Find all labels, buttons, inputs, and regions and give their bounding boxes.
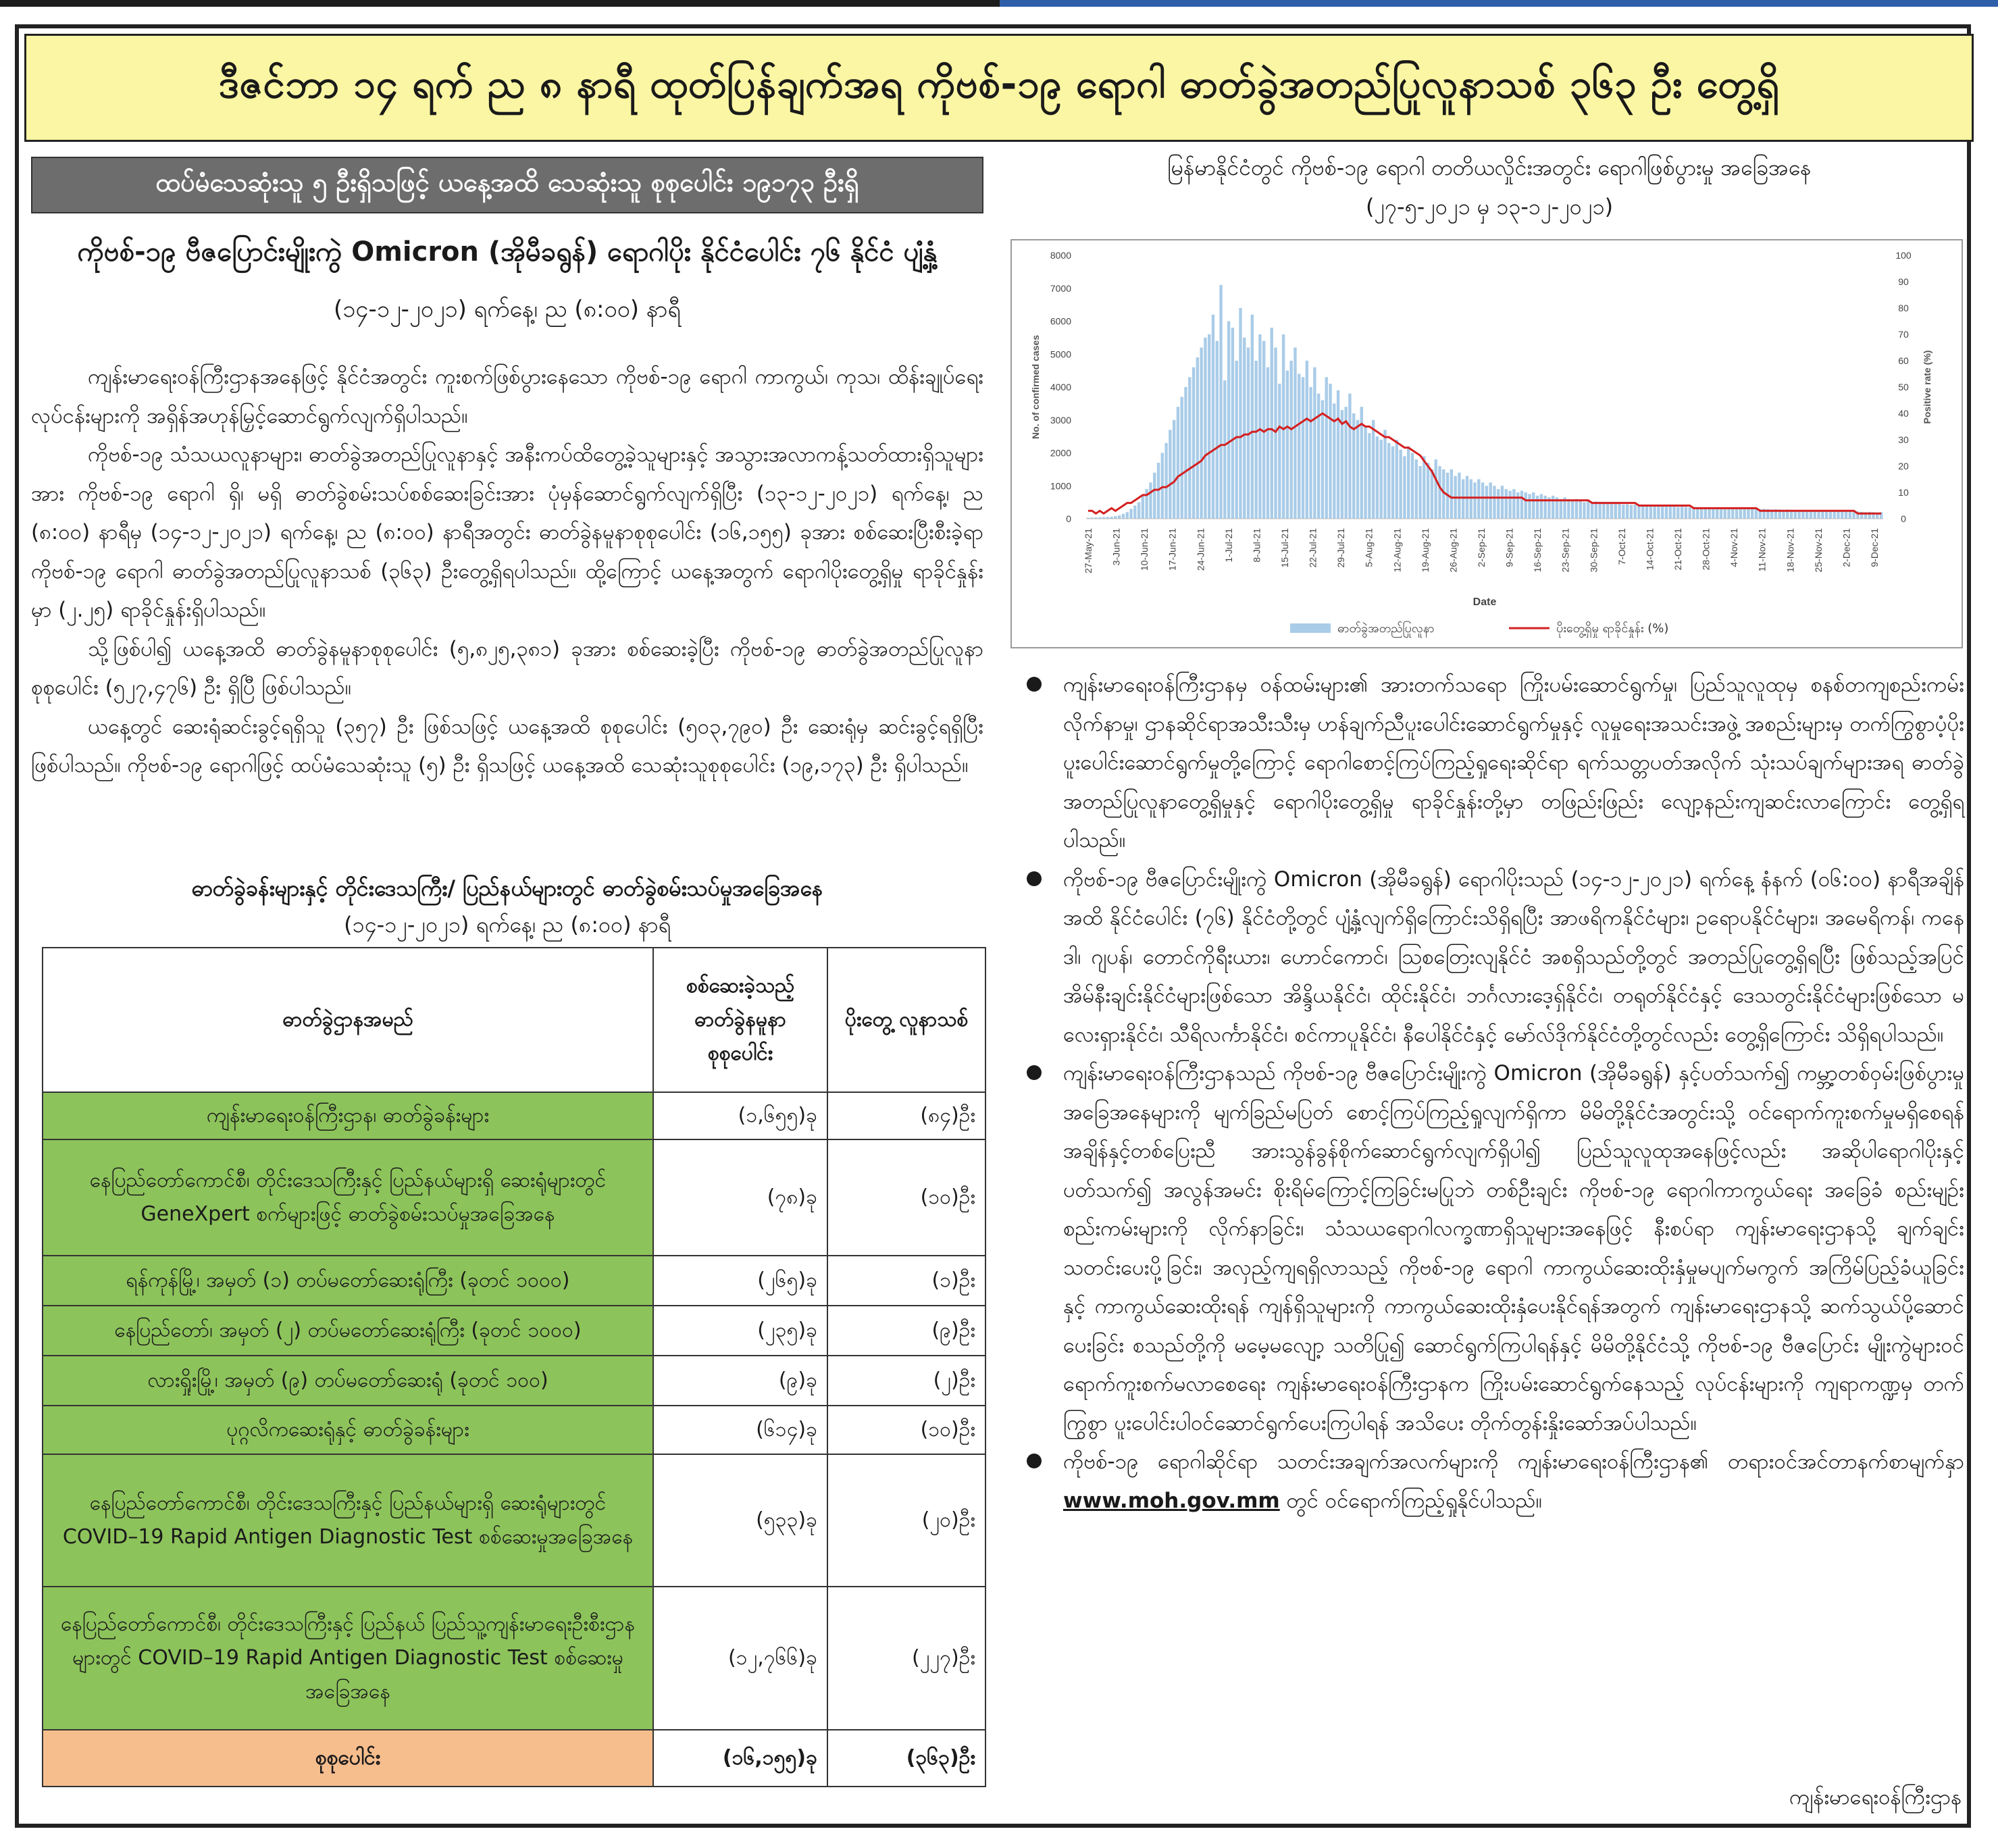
table-row [43, 1256, 985, 1306]
chart-bar [1739, 508, 1742, 519]
chart-bar [1637, 505, 1640, 519]
bullet-item [1038, 1054, 1964, 1443]
table-row [43, 1406, 985, 1454]
row-samples: (၂၃၅)ခု [653, 1306, 827, 1356]
bullet-text: ကျန်းမာရေးဝန်ကြီးဌာနသည် ကိုဗစ်-၁၉ ဗီဇပြောင်းမျိုးကွဲ Omicron (အိုမီခရွန်) နှင့်ပတ်သက်၍ ကမ္ဘာ့တစ်ဝှမ်းဖြစ်ပွားမှု အခြေအနေများကို မျက်ခြည်မပြတ် စောင့်ကြပ်ကြည့်ရှုလျက်ရှိကာ မိမိတို့နိုင်ငံအတွင်းသို့ ဝင်ရောက်ကူးစက်မှုမရှိစေရန် အချိန်နှင့်တစ်ပြေးညီ အားသွန်ခွန်စိုက်ဆောင်ရွက်လျက်ရှိပါ၍ ပြည်သူလူထုအနေဖြင့်လည်း အဆိုပါရောဂါပိုးနှင့်ပတ်သက်၍ အလွန်အမင်း စိုးရိမ်ကြောင့်ကြခြင်းမပြုဘဲ တစ်ဦးချင်း ကိုဗစ်-၁၉ ရောဂါကာကွယ်ရေး အခြေခံ စည်းမျဉ်းစည်းကမ်းများကို လိုက်နာခြင်း၊ သံသယရောဂါလက္ခဏာရှိသူများအနေဖြင့် နီးစပ်ရာ ကျန်းမာရေးဌာနသို့ ချက်ချင်းသတင်းပေးပို့ခြင်း၊ အလှည့်ကျရရှိလာသည့် ကိုဗစ်-၁၉ ရောဂါ ကာကွယ်ဆေးထိုးနှံမှုမပျက်မကွက် အကြိမ်ပြည့်ခံယူခြင်းနှင့် ကာကွယ်ဆေးထိုးရန် ကျန်ရှိသူများကို ကာကွယ်ဆေးထိုးနှံပေးနိုင်ရန်အတွက် ကျန်းမာရေးဌာနသို့ ဆက်သွယ်ပို့ဆောင်ပေးခြင်း စသည်တို့ကို မမေ့မလျော့ သတိပြု၍ ဆောင်ရွက်ကြပါရန်နှင့် မိမိတို့နိုင်ငံသို့ ကိုဗစ်-၁၉ ဗီဇပြောင်း မျိုးကွဲများဝင်ရောက်ကူးစက်မလာစေရေး ကျန်းမာရေးဝန်ကြီးဌာနက ကြိုးပမ်းဆောင်ရွက်နေသည့် လုပ်ငန်းများကို ကျရာကဏ္ဍမှ တက်ကြွစွာ ပူးပေါင်းပါဝင်ဆောင်ရွက်ပေးကြပါရန် အသိပေး တိုက်တွန်းနှိုးဆော်အပ်ပါသည်။ [1063, 1061, 1964, 1435]
x-tick-label: 25-Nov-21 [1812, 528, 1824, 573]
chart-bar [1289, 361, 1292, 519]
y2-tick-label: 0 [1901, 513, 1906, 524]
chart-bar [1274, 348, 1277, 519]
chart-bar [1293, 348, 1296, 519]
bar-series [1087, 285, 1883, 519]
positive-rate-line [1088, 413, 1881, 513]
x-tick-label: 10-Jun-21 [1139, 528, 1150, 571]
chart-bar [1208, 334, 1210, 519]
chart-bar [1431, 469, 1433, 519]
chart-bar [1317, 394, 1320, 519]
chart-bar [1540, 494, 1543, 519]
paragraph-2: ကိုဗစ်-၁၉ သံသယလူနာများ၊ ဓာတ်ခွဲအတည်ပြုလူနာနှင့် အနီးကပ်ထိတွေ့ခဲ့သူများနှင့် အသွားအလာကန့်သတ်ထားရှိသူများအား ကိုဗစ်-၁၉ ရောဂါ ရှိ၊ မရှိ ဓာတ်ခွဲစမ်းသပ်စစ်ဆေးခြင်းအား ပုံမှန်ဆောင်ရွက်လျက်ရှိပြီး (၁၃-၁၂-၂၀၂၁) ရက်နေ့၊ ည (၈:၀၀) နာရီမှ (၁၄-၁၂-၂၀၂၁) ရက်နေ့၊ ည (၈:၀၀) နာရီအတွင်း ဓာတ်ခွဲနမူနာစုစုပေါင်း (၁၆,၁၅၅) ခုအား စစ်ဆေးပြီးစီးခဲ့ရာ ကိုဗစ်-၁၉ ရောဂါ ဓာတ်ခွဲအတည်ပြုလူနာသစ် (၃၆၃) ဦးတွေ့ရှိရပါသည်။ ထို့ကြောင့် ယနေ့အတွက် ရောဂါပိုးတွေ့ရှိမှု ရာခိုင်နှုန်းမှာ (၂.၂၅) ရာခိုင်နှုန်းရှိပါသည်။ [31, 442, 983, 622]
chart-bar [1383, 430, 1386, 519]
y-tick-label: 6000 [1050, 315, 1071, 327]
chart-bar [1645, 506, 1648, 519]
chart-bar [1321, 401, 1324, 519]
chart-bar [1751, 509, 1753, 519]
table-total-row [43, 1730, 985, 1787]
chart-bar [1653, 506, 1656, 519]
chart-bar [1672, 506, 1675, 519]
chart-bar [1372, 420, 1375, 519]
x-tick-label: 9-Sep-21 [1504, 528, 1515, 567]
chart-bar [1368, 433, 1371, 519]
row-samples: (၉)ခု [653, 1356, 827, 1406]
legend-bar-label: ဓာတ်ခွဲအတည်ပြုလူနာ [1337, 621, 1435, 636]
chart-bar [1286, 371, 1289, 519]
chart-bar [1626, 505, 1629, 519]
row-samples: (၂၆၅)ခု [653, 1256, 827, 1306]
row-lab-name: နေပြည်တော်ကောင်စီ၊ တိုင်းဒေသကြီးနှင့် ပြည်နယ်များရှိ ဆေးရုံများတွင် COVID–19 Rapid Antigen Diagnostic Test စစ်ဆေးမှုအခြေအနေ [43, 1454, 653, 1587]
x-tick-label: 11-Nov-21 [1756, 528, 1768, 572]
chart-bar [1641, 505, 1644, 519]
top-rule-dark [0, 0, 1000, 7]
chart-bar [1708, 507, 1710, 519]
bullet-text: ကျန်းမာရေးဝန်ကြီးဌာနမှ ဝန်ထမ်းများ၏ အားတက်သရော ကြိုးပမ်းဆောင်ရွက်မှု၊ ပြည်သူလူထုမှ စနစ်တကျစည်းကမ်းလိုက်နာမှု၊ ဌာနဆိုင်ရာအသီးသီးမှ ဟန်ချက်ညီပူးပေါင်းဆောင်ရွက်မှုနှင့် လူမှုရေးအသင်းအဖွဲ့ အစည်းများမှ တက်ကြွစွာပံ့ပိုးပူးပေါင်းဆောင်ရွက်မှုတို့ကြောင့် ရောဂါစောင့်ကြပ်ကြည့်ရှုရေးဆိုင်ရာ ရက်သတ္တပတ်အလိုက် သုံးသပ်ချက်များအရ ဓာတ်ခွဲအတည်ပြုလူနာတွေ့ရှိမှုနှင့် ရောဂါပိုးတွေ့ရှိမှု ရာခိုင်နှုန်းတို့မှာ တဖြည်းဖြည်း လျော့နည်းကျဆင်းလာကြောင်း တွေ့ရှိရပါသည်။ [1063, 673, 1964, 852]
chart-bar [1829, 511, 1832, 519]
chart-bar [1591, 503, 1593, 519]
header-positive: ပိုးတွေ့ လူနာသစ် [827, 948, 985, 1092]
chart-bar [1700, 507, 1703, 519]
row-positive: (၈၄)ဦး [827, 1092, 985, 1139]
row-lab-name: ရန်ကုန်မြို့၊ အမှတ် (၁) တပ်မတော်ဆေးရုံကြီး (ခုတင် ၁၀၀၀) [43, 1256, 653, 1306]
x-tick-label: 24-Jun-21 [1195, 528, 1206, 571]
chart-title: မြန်မာနိုင်ငံတွင် ကိုဗစ်-၁၉ ရောဂါ တတိယလှိုင်းအတွင်း ရောဂါဖြစ်ပွားမှု အခြေအနေ [1167, 155, 1812, 180]
bullet-icon [1027, 1454, 1042, 1468]
chart-bar [1470, 480, 1472, 519]
chart-bar [1266, 367, 1269, 519]
chart-bar [1512, 489, 1515, 519]
top-rule [0, 0, 1998, 7]
chart-bar [1567, 499, 1570, 519]
chart-bar [1450, 469, 1453, 519]
chart-bar [1716, 507, 1718, 519]
x-tick-label: 9-Dec-21 [1869, 528, 1880, 567]
chart-bar [1727, 508, 1730, 519]
table-row [43, 1356, 985, 1406]
chart-bar [1329, 384, 1331, 519]
chart-bar [1387, 443, 1390, 519]
chart-bar [1258, 334, 1261, 519]
chart-bar [1177, 407, 1179, 519]
chart-bar [1505, 489, 1508, 519]
table-row [43, 1454, 985, 1587]
x-tick-label: 29-Jul-21 [1335, 528, 1347, 568]
y2-axis-label: Positive rate (%) [1922, 350, 1932, 424]
chart-bar [1395, 440, 1398, 519]
top-rule-blue [1000, 0, 1998, 7]
chart-bar [1126, 512, 1129, 519]
chart-bar [1520, 491, 1523, 519]
chart-bar [1516, 492, 1519, 519]
chart-bar [1735, 509, 1738, 519]
x-tick-label: 15-Jul-21 [1279, 528, 1290, 568]
chart-bar [1755, 509, 1758, 519]
row-samples: (၁၂,၇၆၆)ခု [653, 1587, 827, 1730]
chart-bar [1665, 506, 1668, 519]
chart-bar [1688, 507, 1691, 519]
chart-bar [1200, 348, 1202, 519]
chart-bar [1298, 374, 1300, 519]
chart-bar [1254, 361, 1257, 519]
y2-tick-label: 90 [1898, 276, 1909, 287]
bullet-icon [1027, 677, 1042, 692]
chart-bar [1528, 494, 1531, 519]
x-tick-label: 16-Sep-21 [1532, 528, 1543, 573]
table-row [43, 1092, 985, 1139]
row-positive: (၁)ဦး [827, 1256, 985, 1306]
chart-bar [1153, 473, 1156, 519]
chart-bar [1306, 361, 1308, 519]
chart-period: (၂၇-၅-၂၀၂၁ မှ ၁၃-၁၂-၂၀၂၁) [1365, 194, 1614, 220]
row-lab-name: လားရှိုးမြို့၊ အမှတ် (၉) တပ်မတော်ဆေးရုံ (ခုတင် ၁၀၀) [43, 1356, 653, 1406]
y2-tick-label: 40 [1898, 408, 1909, 419]
chart-bar [1223, 380, 1226, 519]
x-tick-label: 23-Sep-21 [1560, 528, 1571, 573]
x-tick-label: 28-Oct-21 [1700, 528, 1712, 571]
chart-bar [1560, 499, 1562, 519]
chart-bar [1598, 503, 1601, 519]
chart-bar [1364, 427, 1366, 519]
y-tick-label: 7000 [1050, 282, 1071, 294]
headline: ဒီဇင်ဘာ ၁၄ ရက် ည ၈ နာရီ ထုတ်ပြန်ချက်အရ ကိုဗစ်-၁၉ ရောဂါ ဓာတ်ခွဲအတည်ပြုလူနာသစ် ၃၆၃ ဦး တွေ့ရှိ [24, 34, 1974, 142]
chart-bar [1669, 507, 1672, 519]
chart-bar [1423, 456, 1425, 519]
row-positive: (၂၀)ဦး [827, 1454, 985, 1587]
y2-tick-label: 10 [1898, 487, 1909, 498]
y2-tick-label: 50 [1898, 382, 1909, 392]
chart-bar [1149, 482, 1152, 519]
omicron-heading: ကိုဗစ်-၁၉ ဗီဇပြောင်းမျိုးကွဲ Omicron (အိုမီခရွန်) ရောဂါပိုး နိုင်ငံပေါင်း ၇၆ နိုင်ငံ ပျံ့နှံ့ [77, 236, 938, 267]
table-row [43, 1306, 985, 1356]
y-tick-label: 5000 [1050, 349, 1071, 360]
chart-bar [1743, 509, 1745, 519]
x-tick-label: 4-Nov-21 [1728, 528, 1740, 567]
chart-bar [1536, 496, 1539, 519]
x-tick-label: 22-Jul-21 [1307, 528, 1318, 568]
row-lab-name: ပုဂ္ဂလိကဆေးရုံနှင့် ဓာတ်ခွဲခန်းများ [43, 1406, 653, 1454]
chart-bar [1376, 436, 1379, 519]
y2-tick-label: 30 [1898, 434, 1909, 445]
total-samples: (၁၆,၁၅၅)ခု [653, 1730, 827, 1787]
x-tick-label: 19-Aug-21 [1419, 528, 1431, 573]
bullet-item [1038, 1443, 1964, 1520]
chart-bar [1161, 453, 1164, 519]
chart-bar [1309, 387, 1312, 519]
chart-bar [1543, 496, 1546, 519]
total-positive: (၃၆၃)ဦး [827, 1730, 985, 1787]
chart-bar [1497, 489, 1500, 519]
chart-bar [1434, 459, 1437, 519]
chart-bar [1458, 473, 1460, 519]
x-tick-label: 1-Jul-21 [1223, 528, 1234, 563]
chart-legend [1290, 621, 1668, 638]
chart-bar [1849, 511, 1851, 519]
notice-bullets [1038, 666, 1964, 1520]
signature: ကျန်းမာရေးဝန်ကြီးဌာန [1789, 1785, 1962, 1810]
chart-bar [1649, 505, 1652, 519]
chart-bar [1271, 328, 1273, 519]
chart-bar [1181, 397, 1183, 519]
x-tick-label: 14-Oct-21 [1644, 528, 1656, 571]
chart-bar [1122, 514, 1125, 519]
chart-bar [1227, 322, 1230, 519]
chart-bar [1657, 506, 1660, 519]
row-positive: (၉)ဦး [827, 1306, 985, 1356]
line-series [1088, 413, 1881, 513]
chart-bar [1720, 508, 1722, 519]
chart-bar [1532, 492, 1535, 519]
x-tick-label: 7-Oct-21 [1616, 528, 1627, 565]
bullet-item [1038, 861, 1964, 1055]
y-tick-label: 2000 [1050, 447, 1071, 459]
chart-bar [1579, 500, 1582, 519]
lab-test-table [42, 947, 986, 1787]
chart-bar [1485, 486, 1488, 519]
chart-bar [1235, 361, 1237, 519]
y-tick-label: 1000 [1050, 480, 1071, 492]
header-samples: စစ်ဆေးခဲ့သည့် ဓာတ်ခွဲနမူနာ စုစုပေါင်း [653, 948, 827, 1092]
chart-bar [1841, 511, 1843, 519]
chart-bar [1133, 506, 1136, 519]
chart-bar [1192, 367, 1195, 519]
chart-bar [1833, 511, 1835, 519]
row-samples: (၁,၆၅၅)ခု [653, 1092, 827, 1139]
y2-tick-label: 100 [1895, 250, 1912, 261]
chart-bar [1610, 503, 1613, 519]
bullet-text-before: ကိုဗစ်-၁၉ ရောဂါဆိုင်ရာ သတင်းအချက်အလက်များကို ကျန်းမာရေးဝန်ကြီးဌာန၏ တရားဝင်အင်တာနက်စာမျက်နှာ [1063, 1449, 1964, 1474]
x-tick-label: 8-Jul-21 [1251, 528, 1262, 563]
chart-container [1010, 239, 1963, 648]
chart-bar [1196, 357, 1199, 519]
row-positive: (၂)ဦး [827, 1356, 985, 1406]
bullet-text: ကိုဗစ်-၁၉ ဗီဇပြောင်းမျိုးကွဲ Omicron (အိုမီခရွန်) ရောဂါပိုးသည် (၁၄-၁၂-၂၀၂၁) ရက်နေ့ နံနက် (၀၆:၀၀) နာရီအချိန်အထိ နိုင်ငံပေါင်း (၇၆) နိုင်ငံတို့တွင် ပျံ့နှံ့လျက်ရှိကြောင်းသိရှိရပြီး အာဖရိကနိုင်ငံများ၊ ဥရောပနိုင်ငံများ၊ အမေရိကန်၊ ကနေဒါ၊ ဂျပန်၊ တောင်ကိုရီးယား၊ ဟောင်ကောင်၊ ဩစတြေးလျနိုင်ငံ အစရှိသည်တို့တွင် အတည်ပြုတွေ့ရှိရပြီး ဖြစ်သည့်အပြင် အိမ်နီးချင်းနိုင်ငံများဖြစ်သော အိန္ဒိယနိုင်ငံ၊ ထိုင်းနိုင်ငံ၊ ဘင်္ဂလားဒေ့ရှ်နိုင်ငံ၊ တရုတ်နိုင်ငံနှင့် ဒေသတွင်းနိုင်ငံများဖြစ်သော မလေးရှားနိုင်ငံ၊ သီရိလင်္ကာနိုင်ငံ၊ စင်ကာပူနိုင်ငံ၊ နီပေါနိုင်ငံနှင့် မော်လ်ဒိုက်နိုင်ငံတို့တွင်လည်း တွေ့ရှိကြောင်း သိရှိရပါသည်။ [1063, 867, 1964, 1047]
chart-bar [1587, 500, 1589, 519]
chart-bar [1403, 456, 1406, 519]
chart-bar [1583, 503, 1585, 519]
chart-bar [1508, 491, 1511, 519]
chart-bar [1356, 420, 1359, 519]
chart-bar [1204, 338, 1206, 519]
chart-bar [1337, 390, 1339, 519]
chart-bar [1243, 338, 1246, 519]
chart-bar [1602, 503, 1605, 519]
table-row [43, 1139, 985, 1256]
covid-wave-chart [1012, 240, 1962, 647]
chart-bar [1118, 515, 1121, 519]
legend-bar-swatch [1290, 623, 1331, 633]
row-positive: (၂၂၇)ဦး [827, 1587, 985, 1730]
paragraph-4: ယနေ့တွင် ဆေးရုံဆင်းခွင့်ရရှိသူ (၃၅၇) ဦး ဖြစ်သဖြင့် ယနေ့အထိ စုစုပေါင်း (၅၀၃,၇၉၀) ဦး ဆေးရုံမှ ဆင်းခွင့်ရရှိပြီး ဖြစ်ပါသည်။ ကိုဗစ်-၁၉ ရောဂါဖြင့် ထပ်မံသေဆုံးသူ (၅) ဦး ရှိသဖြင့် ယနေ့အထိ သေဆုံးသူစုစုပေါင်း (၁၉,၁၇၃) ဦး ရှိပါသည်။ [31, 714, 983, 777]
chart-bar [1817, 511, 1820, 519]
chart-bar [1622, 505, 1624, 519]
chart-bar [1595, 502, 1597, 519]
chart-bar [1391, 446, 1394, 519]
chart-bar [1731, 508, 1734, 519]
row-samples: (၆၁၄)ခု [653, 1406, 827, 1454]
chart-bar [1489, 482, 1491, 519]
chart-bar [1282, 334, 1285, 519]
chart-bar [1845, 511, 1847, 519]
chart-bar [1325, 377, 1328, 519]
x-tick-label: 2-Sep-21 [1476, 528, 1487, 567]
row-lab-name: ကျန်းမာရေးဝန်ကြီးဌာန၊ ဓာတ်ခွဲခန်းများ [43, 1092, 653, 1139]
y-axis-label: No. of confirmed cases [1030, 334, 1041, 440]
chart-bar [1473, 482, 1476, 519]
chart-bar [1825, 511, 1828, 519]
chart-bar [1418, 466, 1421, 519]
report-date: (၁၄-၁၂-၂၀၂၁) ရက်နေ့၊ ည (၈:၀၀) နာရီ [334, 296, 681, 323]
chart-bar [1399, 450, 1402, 519]
chart-bar [1164, 443, 1167, 519]
y-tick-label: 4000 [1050, 382, 1071, 392]
chart-bar [1219, 285, 1222, 519]
chart-bar [1633, 505, 1636, 519]
bullet-item [1038, 666, 1964, 861]
legend-line-label: ပိုးတွေ့ရှိမှု ရာခိုင်နှုန်း (%) [1556, 621, 1669, 636]
y2-tick-label: 20 [1898, 461, 1909, 471]
chart-bar [1380, 440, 1383, 519]
y-tick-label: 0 [1066, 513, 1071, 524]
chart-bar [1525, 492, 1527, 519]
x-axis-label: Date [1472, 596, 1497, 608]
row-lab-name: နေပြည်တော်ကောင်စီ၊ တိုင်းဒေသကြီးနှင့် ပြည်နယ် ပြည်သူ့ကျန်းမာရေးဦးစီးဌာနများတွင် COVID–19 Rapid Antigen Diagnostic Test စစ်ဆေးမှုအခြေအနေ [43, 1587, 653, 1730]
chart-bar [1501, 486, 1504, 519]
paragraph-1: ကျန်းမာရေးဝန်ကြီးဌာနအနေဖြင့် နိုင်ငံအတွင်း ကူးစက်ဖြစ်ပွားနေသော ကိုဗစ်-၁၉ ရောဂါ ကာကွယ်၊ ကုသ၊ ထိန်းချုပ်ရေးလုပ်ငန်းများကို အရှိန်အဟုန်မြှင့်ဆောင်ရွက်လျက်ရှိပါသည်။ [31, 365, 983, 428]
chart-bar [1313, 367, 1316, 519]
chart-bar [1129, 509, 1132, 519]
chart-bar [1724, 508, 1726, 519]
row-lab-name: နေပြည်တော်ကောင်စီ၊ တိုင်းဒေသကြီးနှင့် ပြည်နယ်များရှိ ဆေးရုံများတွင် GeneXpert စက်များဖြင့် ဓာတ်ခွဲစမ်းသပ်မှုအခြေအနေ [43, 1139, 653, 1256]
chart-bar [1614, 504, 1617, 519]
chart-bar [1411, 453, 1414, 519]
x-tick-label: 5-Aug-21 [1363, 528, 1375, 567]
table-title: ဓာတ်ခွဲခန်းများနှင့် တိုင်းဒေသကြီး/ ပြည်နယ်များတွင် ဓာတ်ခွဲစမ်းသပ်မှုအခြေအနေ [191, 875, 823, 901]
row-positive: (၁၀)ဦး [827, 1139, 985, 1256]
chart-bar [1302, 377, 1304, 519]
chart-bar [1427, 463, 1429, 519]
chart-bar [1630, 505, 1633, 519]
y2-tick-label: 80 [1898, 303, 1909, 313]
chart-bar [1251, 315, 1254, 519]
chart-bar [1438, 466, 1441, 519]
x-tick-label: 27-May-21 [1083, 528, 1094, 573]
x-tick-label: 17-Jun-21 [1167, 528, 1178, 571]
chart-bar [1837, 511, 1839, 519]
chart-bar [1618, 504, 1620, 519]
y-tick-label: 3000 [1050, 414, 1071, 426]
chart-bar [1415, 459, 1418, 519]
chart-bar [1407, 446, 1410, 519]
y-tick-label: 8000 [1050, 250, 1071, 261]
chart-bar [1676, 507, 1679, 519]
chart-bar [1169, 430, 1171, 519]
table-row [43, 1587, 985, 1730]
chart-bar [1114, 516, 1117, 519]
moh-website-link[interactable]: www.moh.gov.mm [1063, 1488, 1280, 1513]
chart-bar [1477, 480, 1480, 519]
chart-bar [1575, 499, 1578, 519]
header-lab-name: ဓာတ်ခွဲဌာနအမည် [43, 948, 653, 1092]
chart-bar [1188, 377, 1191, 519]
chart-bar [1341, 410, 1343, 519]
chart-bar [1462, 480, 1464, 519]
chart-bar [1747, 509, 1749, 519]
table-header-row [43, 948, 985, 1092]
bullet-text-after: တွင် ဝင်ရောက်ကြည့်ရှုနိုင်ပါသည်။ [1279, 1488, 1542, 1513]
deaths-banner: ထပ်မံသေဆုံးသူ ၅ ဦးရှိသဖြင့် ယနေ့အထိ သေဆုံးသူ စုစုပေါင်း ၁၉၁၇၃ ဦးရှိ [31, 157, 983, 213]
chart-bar [1712, 508, 1714, 519]
chart-bar [1262, 341, 1265, 519]
y2-tick-label: 70 [1898, 329, 1909, 340]
chart-bar [1137, 503, 1140, 519]
chart-bar [1571, 500, 1574, 519]
x-tick-label: 26-Aug-21 [1448, 528, 1459, 573]
chart-bar [1493, 486, 1495, 519]
bullet-icon [1027, 1065, 1042, 1080]
body-paragraphs [31, 358, 983, 786]
chart-bar [1231, 328, 1234, 519]
chart-bar [1606, 504, 1609, 519]
chart-bar [1184, 387, 1187, 519]
total-label: စုစုပေါင်း [43, 1730, 653, 1787]
chart-bar [1681, 507, 1683, 519]
chart-bar [1173, 420, 1175, 519]
table-date: (၁၄-၁၂-၂၀၂၁) ရက်နေ့၊ ည (၈:၀၀) နာရီ [344, 912, 671, 938]
x-tick-label: 2-Dec-21 [1841, 528, 1852, 567]
y2-tick-label: 60 [1898, 355, 1909, 366]
chart-bar [1661, 506, 1664, 519]
chart-bar [1852, 512, 1855, 519]
x-tick-label: 12-Aug-21 [1391, 528, 1403, 573]
x-tick-label: 30-Sep-21 [1588, 528, 1599, 573]
row-samples: (၇၈)ခု [653, 1139, 827, 1256]
row-lab-name: နေပြည်တော်၊ အမှတ် (၂) တပ်မတော်ဆေးရုံကြီး (ခုတင် ၁၀၀၀) [43, 1306, 653, 1356]
chart-bar [1239, 308, 1241, 519]
chart-bar [1685, 507, 1687, 519]
chart-bar [1212, 315, 1214, 519]
row-samples: (၅၃၃)ခု [653, 1454, 827, 1587]
x-tick-label: 18-Nov-21 [1785, 528, 1796, 573]
chart-bar [1481, 482, 1484, 519]
paragraph-3: သို့ဖြစ်ပါ၍ ယနေ့အထိ ဓာတ်ခွဲနမူနာစုစုပေါင်း (၅,၈၂၅,၃၈၁) ခုအား စစ်ဆေးခဲ့ပြီး ကိုဗစ်-၁၉ ဓာတ်ခွဲအတည်ပြုလူနာ စုစုပေါင်း (၅၂၇,၄၇၆) ဦး ရှိပြီ ဖြစ်ပါသည်။ [31, 636, 983, 700]
chart-bar [1348, 394, 1351, 519]
chart-bar [1552, 496, 1554, 519]
chart-bar [1142, 496, 1144, 519]
chart-bar [1278, 384, 1281, 519]
chart-bar [1216, 341, 1219, 519]
row-positive: (၁၀)ဦး [827, 1406, 985, 1454]
x-tick-label: 3-Jun-21 [1110, 528, 1122, 566]
x-tick-label: 21-Oct-21 [1672, 528, 1683, 571]
bullet-icon [1027, 871, 1042, 886]
